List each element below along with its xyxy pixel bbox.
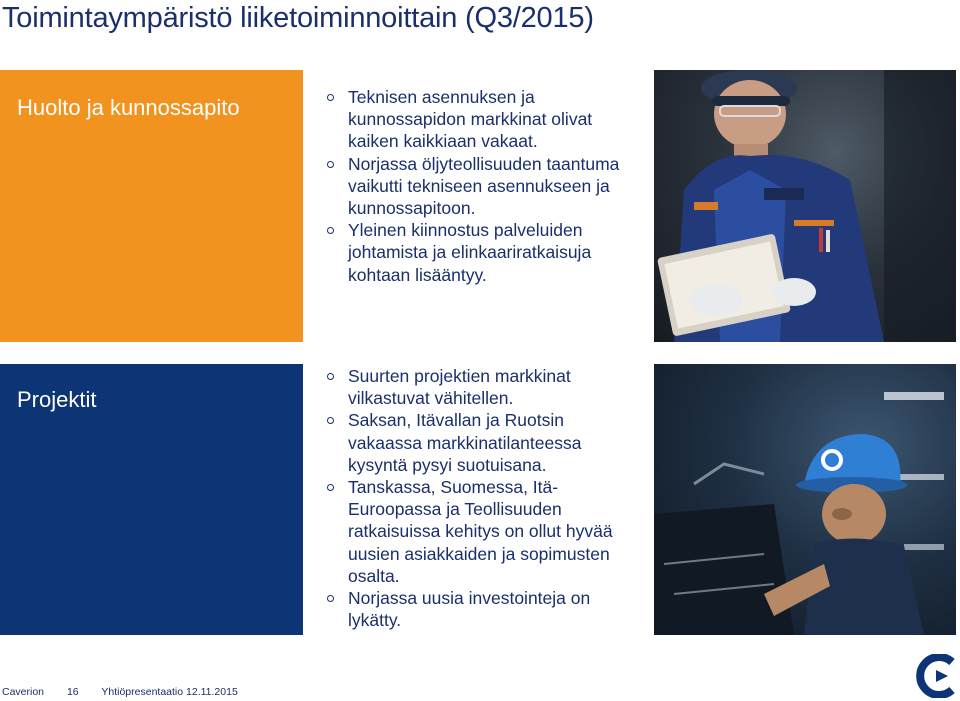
slide-title: Toimintaympäristö liiketoiminnoittain (Q3/2015) xyxy=(2,2,594,34)
footer-document: Yhtiöpresentaatio 12.11.2015 xyxy=(101,686,238,698)
list-item: Yleinen kiinnostus palveluiden johtamista ja elinkaariratkaisuja kohtaan lisääntyy. xyxy=(322,219,642,286)
section-label-huolto: Huolto ja kunnossapito xyxy=(0,70,303,342)
section-label-projektit: Projektit xyxy=(0,364,303,635)
list-item: Norjassa uusia investointeja on lykätty. xyxy=(322,587,642,631)
list-item: Suurten projektien markkinat vilkastuvat vähitellen. xyxy=(322,365,642,409)
list-item: Teknisen asennuksen ja kunnossapidon markkinat olivat kaiken kaikkiaan vakaat. xyxy=(322,86,642,153)
footer xyxy=(2,686,258,698)
photo-worker-helmet xyxy=(654,364,956,635)
list-item: Tanskassa, Suomessa, Itä-Euroopassa ja Teollisuuden ratkaisuissa kehitys on ollut hyvää uusien asiakkaiden ja sopimusten osalta. xyxy=(322,476,642,587)
bullet-list-projektit xyxy=(322,365,642,631)
list-item: Saksan, Itävallan ja Ruotsin vakaassa markkinatilanteessa kysyntä pysyi suotuisana. xyxy=(322,409,642,476)
photo-technician-clipboard xyxy=(654,70,956,342)
bullet-list-huolto xyxy=(322,86,642,286)
footer-company: Caverion xyxy=(2,686,45,698)
caverion-logo-icon xyxy=(914,654,958,698)
footer-page-number: 16 xyxy=(66,686,79,698)
list-item: Norjassa öljyteollisuuden taantuma vaikutti tekniseen asennukseen ja kunnossapitoon. xyxy=(322,153,642,220)
